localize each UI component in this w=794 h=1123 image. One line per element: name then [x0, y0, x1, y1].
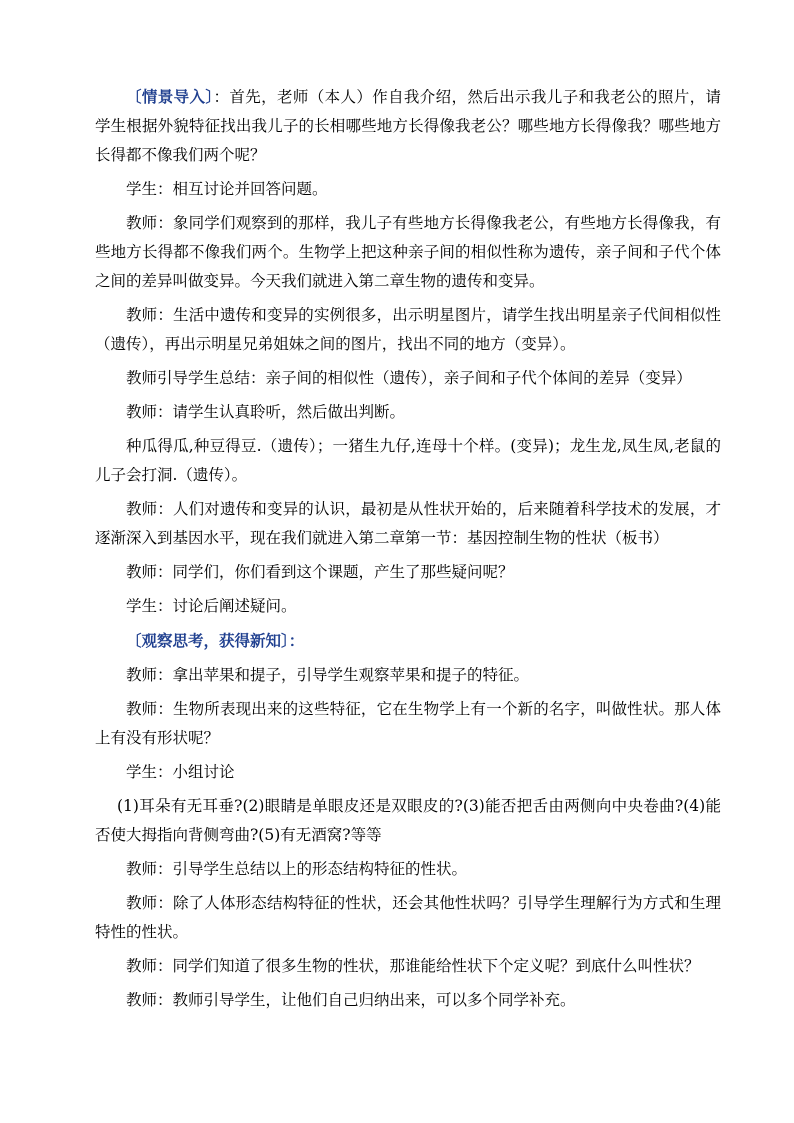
paragraph: 教师：生物所表现出来的这些特征，它在生物学上有一个新的名字，叫做性状。那人体上有没有形状呢？	[95, 700, 721, 747]
paragraph: 种瓜得瓜,种豆得豆.（遗传）；一猪生九仔,连母十个样。(变异)；龙生龙,凤生凤,老鼠的儿子会打洞.（遗传）。	[95, 437, 721, 484]
paragraph: 教师：人们对遗传和变异的认识，最初是从性状开始的，后来随着科学技术的发展，才逐渐深入到基因水平，现在我们就进入第二章第一节：基因控制生物的性状（板书）	[95, 500, 721, 547]
paragraph: 教师：生活中遗传和变异的实例很多，出示明星图片，请学生找出明星亲子代间相似性（遗传），再出示明星兄弟姐妹之间的图片，找出不同的地方（变异）。	[95, 306, 721, 353]
paragraph: 教师：请学生认真聆听，然后做出判断。	[126, 403, 406, 421]
paragraph: 教师：引导学生总结以上的形态结构特征的性状。	[126, 860, 468, 878]
section-heading-scenario: 〔情景导入〕	[126, 87, 214, 106]
paragraph: 教师：同学们，你们看到这个课题，产生了那些疑问呢？	[126, 563, 514, 581]
paragraph: 教师：拿出苹果和提子，引导学生观察苹果和提子的特征。	[126, 666, 530, 684]
paragraph: 教师：除了人体形态结构特征的性状，还会其他性状吗？引导学生理解行为方式和生理特性的性状。	[95, 894, 721, 941]
paragraph-observe-think	[95, 626, 721, 656]
paragraph: 学生：相互讨论并回答问题。	[126, 180, 328, 198]
section-heading-observe: 〔观察思考，获得新知〕	[126, 631, 289, 650]
paragraph-text: ：	[288, 631, 305, 650]
paragraph: 教师引导学生总结：亲子间的相似性（遗传），亲子间和子代个体间的差异（变异）	[126, 369, 692, 387]
paragraph: 学生：小组讨论	[126, 763, 235, 781]
paragraph-scenario-intro	[95, 82, 721, 170]
paragraph-text: ：首先，老师（本人）作自我介绍，然后出示我儿子和我老公的照片，请学生根据外貌特征找出我儿子的长相哪些地方长得像我老公？哪些地方长得像我？哪些地方长得都不像我们两个呢？	[95, 88, 721, 164]
paragraph: 教师：象同学们观察到的那样，我儿子有些地方长得像我老公，有些地方长得像我，有些地方长得都不像我们两个。生物学上把这种亲子间的相似性称为遗传，亲子间和子代个体之间的差异叫做变异。今天我们就进入第二章生物的遗传和变异。	[95, 214, 721, 290]
paragraph: 教师：教师引导学生，让他们自己归纳出来，可以多个同学补充。	[126, 991, 576, 1009]
paragraph: 学生：讨论后阐述疑问。	[126, 597, 297, 615]
paragraph-trait-list: (1)耳朵有无耳垂?(2)眼睛是单眼皮还是双眼皮的?(3)能否把舌由两侧向中央卷曲?(4)能否使大拇指向背侧弯曲?(5)有无酒窝?等等	[95, 797, 721, 844]
document-body	[95, 82, 721, 1020]
paragraph: 教师：同学们知道了很多生物的性状，那谁能给性状下个定义呢？到底什么叫性状？	[126, 957, 700, 975]
